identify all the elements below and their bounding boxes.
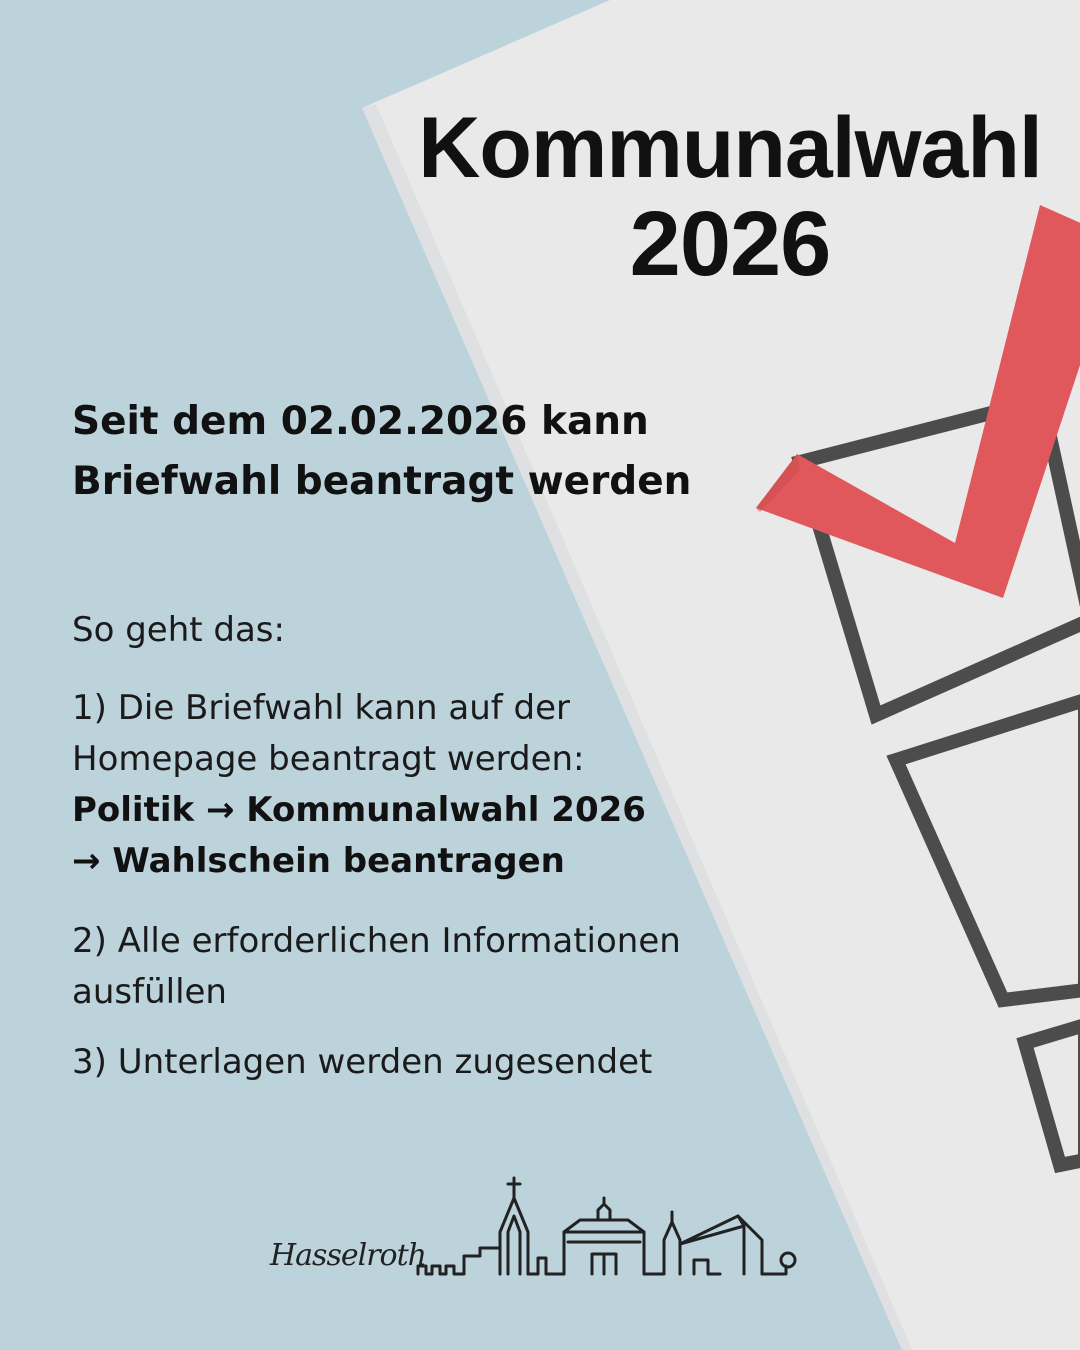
step-1-line-1: 1) Die Briefwahl kann auf der <box>72 688 571 728</box>
subtitle-line-2: Briefwahl beantragt werden <box>72 459 692 504</box>
step-2 <box>72 916 772 1018</box>
subtitle <box>72 392 772 512</box>
intro-text: So geht das: <box>72 610 285 650</box>
step-3-line-1: 3) Unterlagen werden zugesendet <box>72 1042 653 1082</box>
page-title <box>370 100 1080 295</box>
step-2-line-2: ausfüllen <box>72 972 227 1012</box>
step-3 <box>72 1037 772 1088</box>
step-1-line-2: Homepage beantragt werden: <box>72 739 585 779</box>
navigation-path-1: Politik → Kommunalwahl 2026 <box>72 790 646 830</box>
step-1 <box>72 683 772 887</box>
logo-wordmark: Hasselroth <box>270 1238 426 1273</box>
title-line-2: 2026 <box>629 193 831 295</box>
navigation-path-2: → Wahlschein beantragen <box>72 841 565 881</box>
subtitle-line-1: Seit dem 02.02.2026 kann <box>72 399 649 444</box>
step-2-line-1: 2) Alle erforderlichen Informationen <box>72 921 681 961</box>
title-line-1: Kommunalwahl <box>418 100 1042 196</box>
